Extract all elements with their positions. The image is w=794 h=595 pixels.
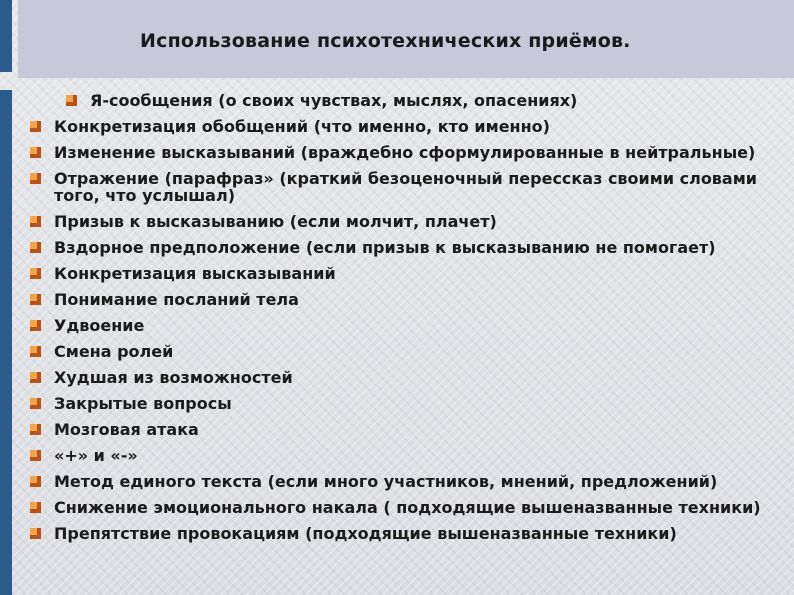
square-bullet-icon [30,173,41,184]
list-item-text: Метод единого текста (если много участников, мнений, предложений) [54,472,718,491]
list-item-text: Конкретизация высказываний [54,264,336,283]
list-item [0,213,794,230]
list-item [0,265,794,282]
list-item-text: Я-сообщения (о своих чувствах, мыслях, опасениях) [90,91,578,110]
list-item [0,118,794,135]
list-item [0,239,794,256]
square-bullet-icon [30,398,41,409]
list-item [0,343,794,360]
list-item-text: Понимание посланий тела [54,290,299,309]
list-item-text: Препятствие провокациям (подходящие вышеназванные техники) [54,524,677,543]
list-item [0,395,794,412]
list-item-text: Отражение (парафраз» (краткий безоценочный перессказ своими словами того, что услышал) [54,169,758,205]
list-item-text: Снижение эмоционального накала ( подходящие вышеназванные техники) [54,498,761,517]
list-item-text: Смена ролей [54,342,174,361]
square-bullet-icon [30,476,41,487]
technique-list [0,92,794,551]
list-item [0,144,794,161]
square-bullet-icon [30,372,41,383]
square-bullet-icon [30,528,41,539]
square-bullet-icon [30,242,41,253]
slide-title: Использование психотехнических приёмов. [140,30,631,52]
list-item-text: Худшая из возможностей [54,368,293,387]
square-bullet-icon [30,320,41,331]
list-item [0,317,794,334]
list-item-text: «+» и «-» [54,446,138,465]
list-item [0,473,794,490]
accent-bar-top [0,0,12,72]
list-item-text: Вздорное предположение (если призыв к высказыванию не помогает) [54,238,716,257]
list-item [0,369,794,386]
square-bullet-icon [30,121,41,132]
square-bullet-icon [30,450,41,461]
square-bullet-icon [30,216,41,227]
list-item-text: Закрытые вопросы [54,394,232,413]
list-item-text: Призыв к высказыванию (если молчит, плачет) [54,212,497,231]
list-item [0,170,794,204]
square-bullet-icon [30,346,41,357]
list-item [0,291,794,308]
list-item [0,447,794,464]
list-item-text: Удвоение [54,316,145,335]
list-item [0,499,794,516]
list-item [0,525,794,542]
square-bullet-icon [66,95,77,106]
list-item-text: Конкретизация обобщений (что именно, кто именно) [54,117,550,136]
square-bullet-icon [30,502,41,513]
square-bullet-icon [30,424,41,435]
list-item-text: Мозговая атака [54,420,199,439]
square-bullet-icon [30,268,41,279]
list-item-text: Изменение высказываний (враждебно сформулированные в нейтральные) [54,143,756,162]
list-item [0,421,794,438]
list-item [0,92,794,109]
square-bullet-icon [30,147,41,158]
square-bullet-icon [30,294,41,305]
